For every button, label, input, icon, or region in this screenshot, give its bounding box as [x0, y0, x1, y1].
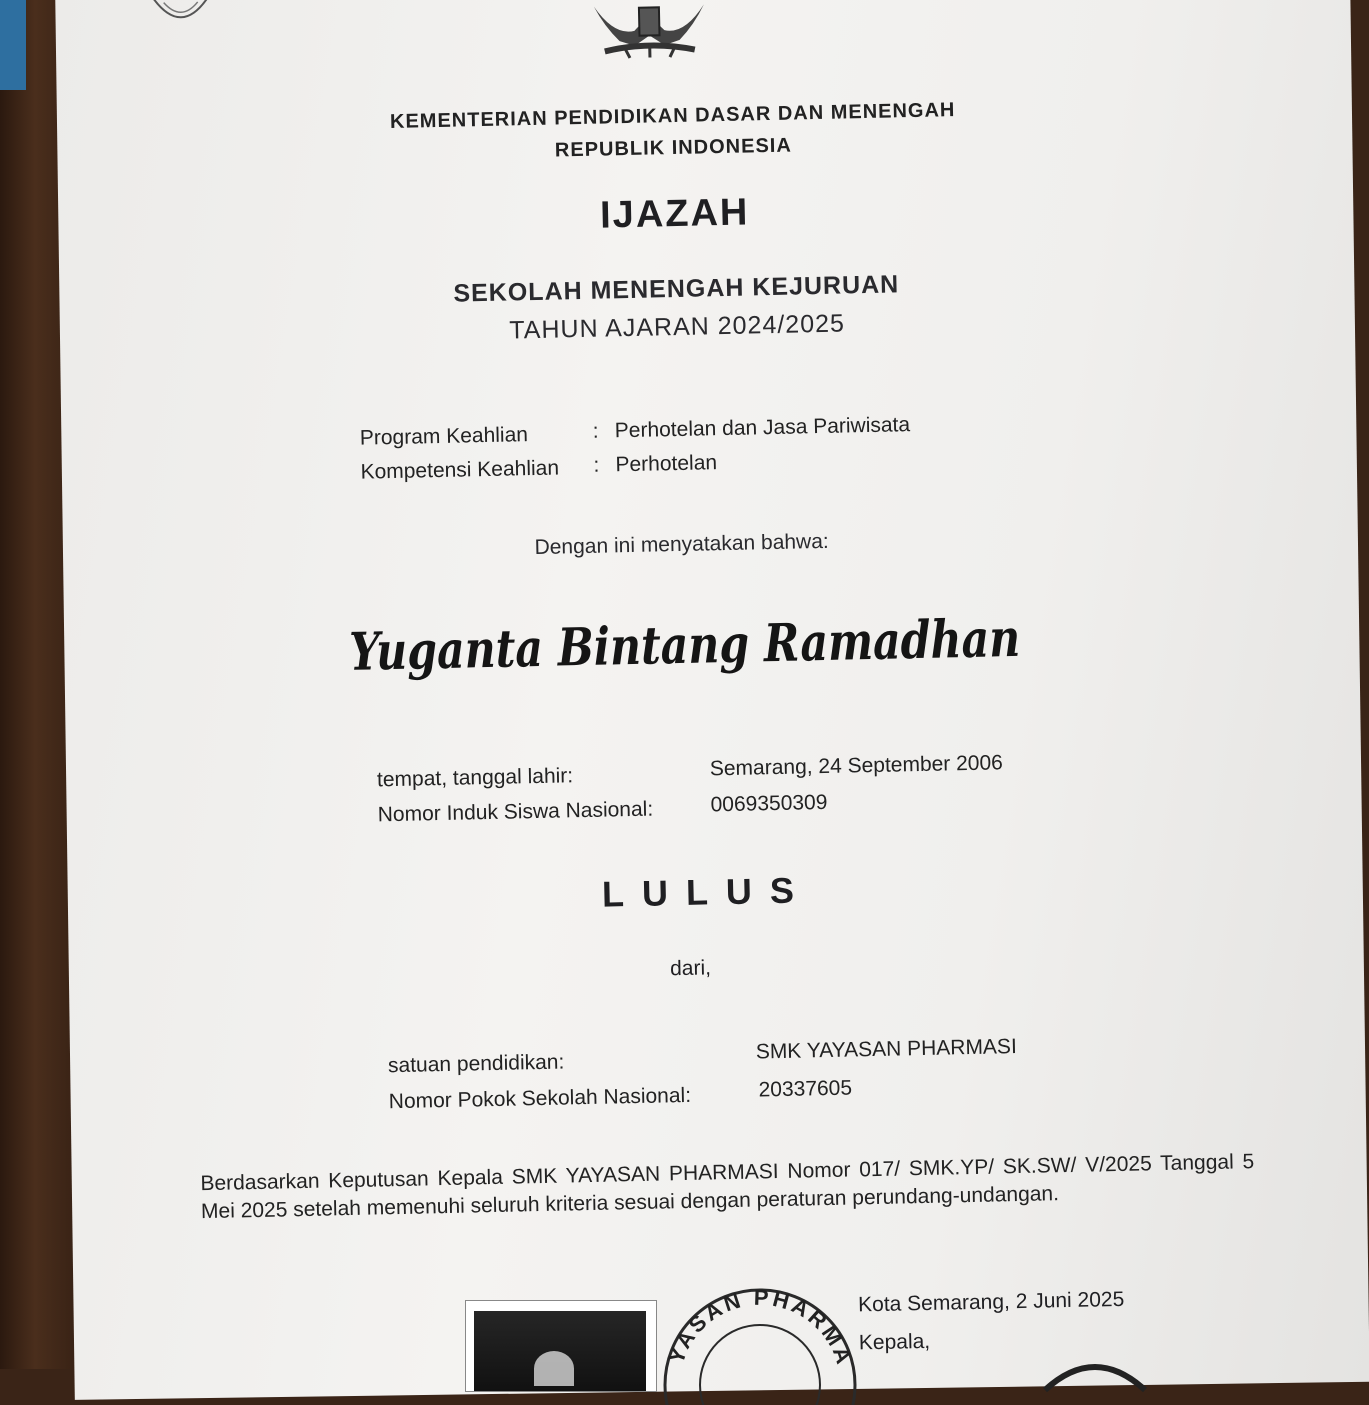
competency-label: Kompetensi Keahlian: [360, 456, 560, 484]
program-value: Perhotelan dan Jasa Pariwisata: [614, 413, 911, 443]
graduation-status: LULUS: [601, 869, 813, 915]
birth-value: Semarang, 24 September 2006: [709, 751, 1004, 781]
ministry-line-1: KEMENTERIAN PENDIDIKAN DASAR DAN MENENGAH: [389, 99, 956, 133]
school-type: SEKOLAH MENENGAH KEJURUAN: [453, 270, 900, 308]
birth-label: tempat, tanggal lahir:: [376, 764, 574, 792]
document-title: IJAZAH: [599, 191, 750, 237]
competency-separator: :: [593, 453, 600, 477]
decree-paragraph: Berdasarkan Keputusan Kepala SMK YAYASAN PHARMASI Nomor 017/ SMK.YP/ SK.SW/ V/2025 Tanggal 5 Mei 2025 setelah memenuhi seluruh kriteria sesuai dengan peraturan perundang-undangan.: [200, 1150, 1255, 1224]
statement-intro: Dengan ini menyatakan bahwa:: [534, 529, 829, 560]
nisn-value: 0069350309: [710, 790, 828, 817]
program-label: Program Keahlian: [359, 423, 529, 450]
competency-value: Perhotelan: [615, 451, 718, 477]
npsn-value: 20337605: [758, 1076, 853, 1102]
signing-place-date: Kota Semarang, 2 Juni 2025: [857, 1287, 1125, 1317]
education-unit-value: SMK YAYASAN PHARMASI: [755, 1035, 1018, 1064]
student-photo: [465, 1300, 657, 1392]
tut-wuri-logo-icon: [146, 0, 217, 27]
npsn-label: Nomor Pokok Sekolah Nasional:: [388, 1083, 692, 1114]
education-unit-label: satuan pendidikan:: [387, 1050, 565, 1078]
from-label: dari,: [669, 956, 712, 981]
photo-image: [474, 1311, 646, 1391]
nisn-label: Nomor Induk Siswa Nasional:: [377, 797, 654, 827]
program-separator: :: [592, 419, 599, 443]
stamp-text: YASAN PHARMA: [663, 1285, 858, 1370]
ministry-name: [0, 86, 1358, 179]
garuda-emblem-icon: [584, 0, 715, 62]
svg-text:YASAN PHARMA: [663, 1285, 857, 1369]
ministry-line-2: REPUBLIK INDONESIA: [554, 134, 793, 162]
signature-mark: [1040, 1352, 1150, 1392]
school-stamp: [650, 1285, 870, 1405]
student-name: Yuganta Bintang Ramadhan: [348, 607, 1021, 683]
headmaster-title: Kepala,: [858, 1329, 931, 1355]
academic-year: TAHUN AJARAN 2024/2025: [509, 309, 846, 345]
